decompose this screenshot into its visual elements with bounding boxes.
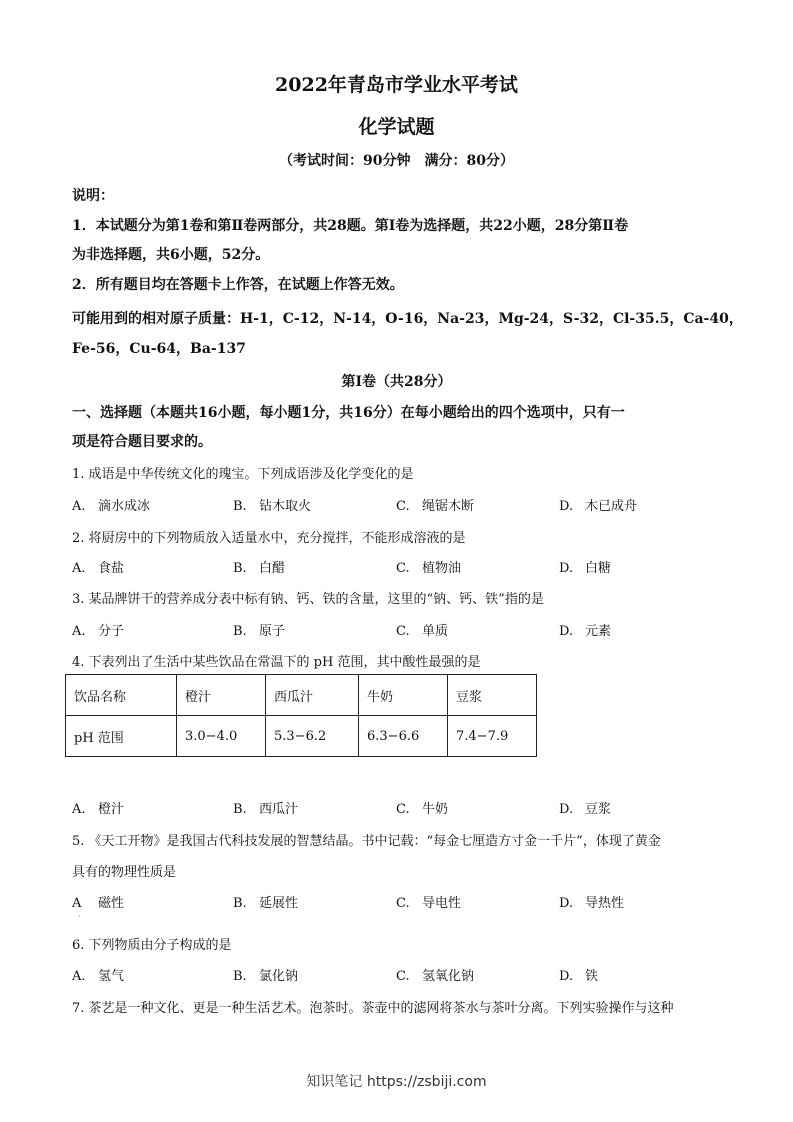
table-cell: 豆浆 [448, 675, 537, 716]
exam-title: 2022年青岛市学业水平考试 [275, 74, 518, 96]
table-cell: 橙汁 [177, 675, 266, 716]
option-b: B. 西瓜汁 [233, 802, 299, 817]
option-a: A. 分子 [72, 624, 125, 639]
option-a: A. 食盐 [72, 561, 125, 576]
ph-table [65, 674, 537, 757]
table-row [66, 716, 537, 757]
option-d: D. 豆浆 [559, 802, 612, 817]
option-a: A. 氢气 [72, 969, 125, 984]
instructions-heading: 说明： [72, 188, 114, 204]
option-b: B. 延展性 [233, 896, 299, 911]
option-b: B. 白醋 [233, 561, 286, 576]
instruction-item-2: 2．所有题目均在答题卡上作答，在试题上作答无效。 [72, 277, 404, 293]
table-cell: 6.3−6.6 [359, 716, 448, 757]
question-1-options [72, 495, 732, 515]
table-row [66, 675, 537, 716]
question-2: 2. 将厨房中的下列物质放入适量水中，充分搅拌，不能形成溶液的是 [72, 531, 466, 546]
option-c: C. 牛奶 [396, 802, 449, 817]
option-a: A 磁性 [72, 896, 125, 911]
question-4-options [72, 798, 732, 818]
table-cell: 饮品名称 [66, 675, 177, 716]
atomic-mass-line-1: 可能用到的相对原子质量：H-1，C-12，N-14，O-16，Na-23，Mg-24，S-32，Cl-35.5，Ca-40， [72, 311, 743, 327]
question-3: 3. 某品牌饼干的营养成分表中标有钠、钙、铁的含量，这里的“钠、钙、铁”指的是 [72, 592, 544, 607]
option-b: B. 原子 [233, 624, 286, 639]
question-2-options [72, 557, 732, 577]
option-a: A. 橙汁 [72, 802, 125, 817]
table-cell: 3.0−4.0 [177, 716, 266, 757]
question-3-options [72, 620, 732, 640]
footer-watermark: 知识笔记 https://zsbiji.com [306, 1074, 487, 1090]
option-d: D. 白糖 [559, 561, 612, 576]
question-5-line-2: 具有的物理性质是 [72, 865, 177, 880]
table-cell: 西瓜汁 [266, 675, 359, 716]
question-5-options [72, 892, 732, 912]
question-5-line-1: 5. 《天工开物》是我国古代科技发展的智慧结晶。书中记载：“每金七厘造方寸金一千片”，体现了黄金 [72, 834, 661, 849]
option-b: B. 钻木取火 [233, 499, 312, 514]
option-d: D. 铁 [559, 969, 599, 984]
instruction-item-1-line-1: 1．本试题分为第1卷和第Ⅱ卷两部分，共28题。第Ⅰ卷为选择题，共22小题，28分第Ⅱ卷 [72, 218, 629, 234]
table-cell: 7.4−7.9 [448, 716, 537, 757]
option-b: B. 氯化钠 [233, 969, 299, 984]
option-d: D. 木已成舟 [559, 499, 638, 514]
atomic-mass-line-2: Fe-56，Cu-64，Ba-137 [72, 341, 246, 357]
option-d: D. 元素 [559, 624, 612, 639]
question-6: 6. 下列物质由分子构成的是 [72, 938, 232, 953]
table-cell: 牛奶 [359, 675, 448, 716]
option-c: C. 单质 [396, 624, 449, 639]
table-cell: 5.3−6.2 [266, 716, 359, 757]
part-one-heading-line-2: 项是符合题目要求的。 [72, 434, 212, 450]
option-c: C. 植物油 [396, 561, 462, 576]
question-6-options [72, 965, 732, 985]
section-title: 第Ⅰ卷（共28分） [341, 374, 452, 390]
question-7: 7. 茶艺是一种文化、更是一种生活艺术。泡茶时。茶壶中的滤网将茶水与茶叶分离。下列实验操作与这种 [72, 1001, 674, 1016]
option-c: C. 绳锯木断 [396, 499, 475, 514]
exam-info: （考试时间：90分钟 满分：80分） [279, 153, 514, 169]
instruction-item-1-line-2: 为非选择题，共6小题，52分。 [72, 247, 270, 263]
option-c: C. 导电性 [396, 896, 462, 911]
scan-artifact-dot: · [78, 912, 81, 921]
question-1: 1. 成语是中华传统文化的瑰宝。下列成语涉及化学变化的是 [72, 467, 414, 482]
table-cell: pH 范围 [66, 716, 177, 757]
question-4: 4. 下表列出了生活中某些饮品在常温下的 pH 范围，其中酸性最强的是 [72, 655, 481, 670]
option-d: D. 导热性 [559, 896, 625, 911]
option-a: A. 滴水成冰 [72, 499, 151, 514]
part-one-heading-line-1: 一、选择题（本题共16小题，每小题1分，共16分）在每小题给出的四个选项中，只有一 [72, 405, 625, 421]
subject-title: 化学试题 [358, 116, 435, 138]
option-c: C. 氢氧化钠 [396, 969, 475, 984]
